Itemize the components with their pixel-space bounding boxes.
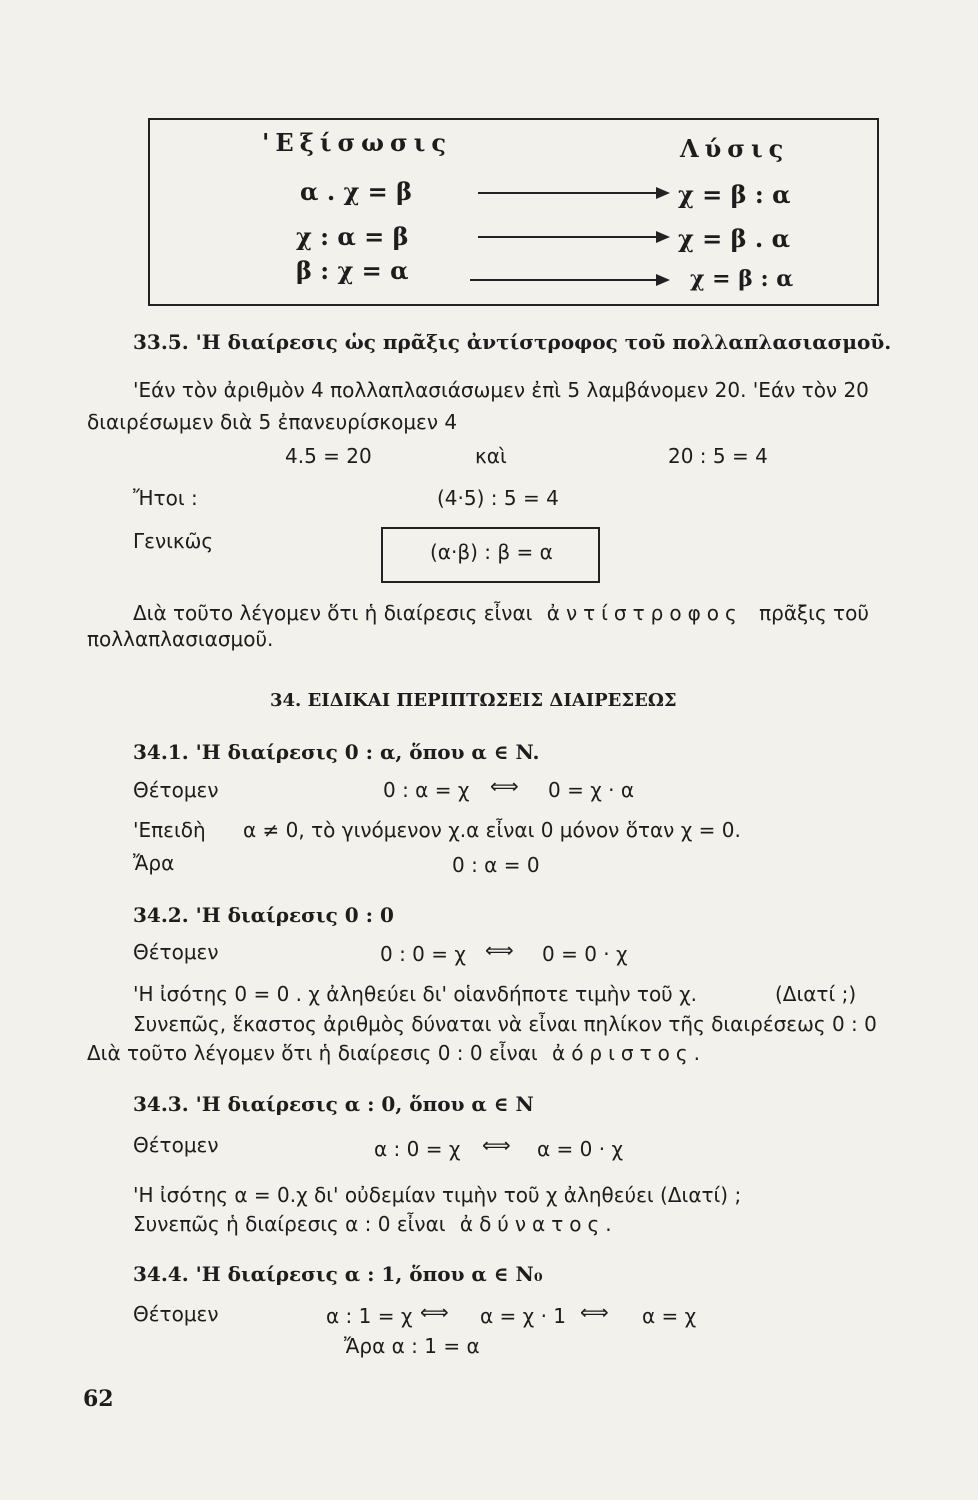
table-row-equation: α . χ = β <box>300 177 413 206</box>
double-arrow: ⟺ <box>580 1300 609 1324</box>
subsection-heading-34-1: 34.1. 'Η διαίρεσις 0 : α, ὅπου α ∈ N. <box>133 740 540 764</box>
formula: 4.5 = 20 <box>285 444 372 468</box>
label: 'Επειδὴ <box>133 818 206 842</box>
table-row-solution: χ = β : α <box>678 180 791 209</box>
formula: 20 : 5 = 4 <box>668 444 768 468</box>
formula: (α·β) : β = α <box>430 540 553 564</box>
formula: α = χ <box>642 1304 697 1328</box>
paragraph <box>133 601 869 625</box>
emphasis: ἀντίστροφος <box>546 601 743 625</box>
section-title-34: 34. ΕΙΔΙΚΑΙ ΠΕΡΙΠΤΩΣΕΙΣ ΔΙΑΙΡΕΣΕΩΣ <box>270 690 677 711</box>
formula: Ἄρα α : 1 = α <box>344 1334 480 1358</box>
formula: 0 : α = χ <box>383 778 470 802</box>
subsection-heading-34-4: 34.4. 'Η διαίρεσις α : 1, ὅπου α ∈ N₀ <box>133 1262 543 1286</box>
arrow-head <box>656 187 670 199</box>
subsection-heading-34-3: 34.3. 'Η διαίρεσις α : 0, ὅπου α ∈ N <box>133 1092 534 1116</box>
table-row-solution: χ = β . α <box>678 224 791 253</box>
page-number: 62 <box>83 1386 114 1412</box>
label: Θέτομεν <box>133 940 219 964</box>
text: Διὰ τοῦτο λέγομεν ὅτι ἡ διαίρεσις 0 : 0 εἶναι <box>87 1041 538 1065</box>
arrow <box>478 236 658 238</box>
table-row-equation: χ : α = β <box>296 222 409 251</box>
text: Διὰ τοῦτο λέγομεν ὅτι ἡ διαίρεσις εἶναι <box>133 601 533 625</box>
double-arrow: ⟺ <box>490 774 519 798</box>
formula: 0 = χ · α <box>548 778 635 802</box>
formula: α : 1 = χ <box>326 1304 413 1328</box>
arrow <box>478 192 658 194</box>
arrow-head <box>656 231 670 243</box>
formula: 0 : 0 = χ <box>380 942 466 966</box>
formula: α : 0 = χ <box>374 1137 461 1161</box>
text: πρᾶξις τοῦ <box>759 601 869 625</box>
label: Θέτομεν <box>133 1133 219 1157</box>
paragraph: Συνεπῶς, ἕκαστος ἀριθμὸς δύναται νὰ εἶναι πηλίκον τῆς διαιρέσεως 0 : 0 <box>133 1012 877 1036</box>
text: (Διατί ;) <box>775 982 857 1006</box>
emphasis: ἀδύνατος. <box>459 1212 618 1236</box>
formula: (4·5) : 5 = 4 <box>437 486 559 510</box>
table-row-equation: β : χ = α <box>296 256 409 285</box>
formula: α = 0 · χ <box>537 1137 624 1161</box>
formula: α = χ · 1 <box>480 1304 567 1328</box>
conjunction: καὶ <box>475 444 507 468</box>
label: Γενικῶς <box>133 529 214 553</box>
section-heading-33-5: 33.5. 'Η διαίρεσις ὡς πρᾶξις ἀντίστροφος τοῦ πολλαπλασιασμοῦ. <box>133 330 892 354</box>
label: Ἄρα <box>133 851 175 875</box>
paragraph <box>87 1041 706 1065</box>
label: Θέτομεν <box>133 1302 219 1326</box>
table-header-solution: Λύσις <box>680 134 790 163</box>
text: Συνεπῶς ἡ διαίρεσις α : 0 εἶναι <box>133 1212 446 1236</box>
arrow <box>470 279 658 281</box>
text: α ≠ 0, τὸ γινόμενον χ.α εἶναι 0 μόνον ὅταν χ = 0. <box>243 818 741 842</box>
table-header-equation: 'Εξίσωσις <box>262 128 452 157</box>
double-arrow: ⟺ <box>420 1300 449 1324</box>
label: Θέτομεν <box>133 778 219 802</box>
double-arrow: ⟺ <box>485 938 514 962</box>
emphasis: ἀόριστος. <box>552 1041 706 1065</box>
formula: 0 = 0 · χ <box>542 942 628 966</box>
paragraph: 'Εάν τὸν ἀριθμὸν 4 πολλαπλασιάσωμεν ἐπὶ 5 λαμβάνομεν 20. 'Εάν τὸν 20 <box>133 378 869 402</box>
arrow-head <box>656 274 670 286</box>
double-arrow: ⟺ <box>482 1133 511 1157</box>
label: Ἤτοι : <box>133 486 198 510</box>
subsection-heading-34-2: 34.2. 'Η διαίρεσις 0 : 0 <box>133 903 394 927</box>
table-row-solution: χ = β : α <box>690 266 794 292</box>
formula: 0 : α = 0 <box>452 853 540 877</box>
paragraph <box>133 1212 618 1236</box>
paragraph: 'Η ἰσότης α = 0.χ δι' οὐδεμίαν τιμὴν τοῦ χ ἀληθεύει (Διατί) ; <box>133 1183 742 1207</box>
paragraph: πολλαπλασιασμοῦ. <box>87 627 274 651</box>
paragraph: 'Η ἰσότης 0 = 0 . χ ἀληθεύει δι' οἱανδήποτε τιμὴν τοῦ χ. <box>133 982 698 1006</box>
paragraph: διαιρέσωμεν διὰ 5 ἐπανευρίσκομεν 4 <box>87 410 458 434</box>
